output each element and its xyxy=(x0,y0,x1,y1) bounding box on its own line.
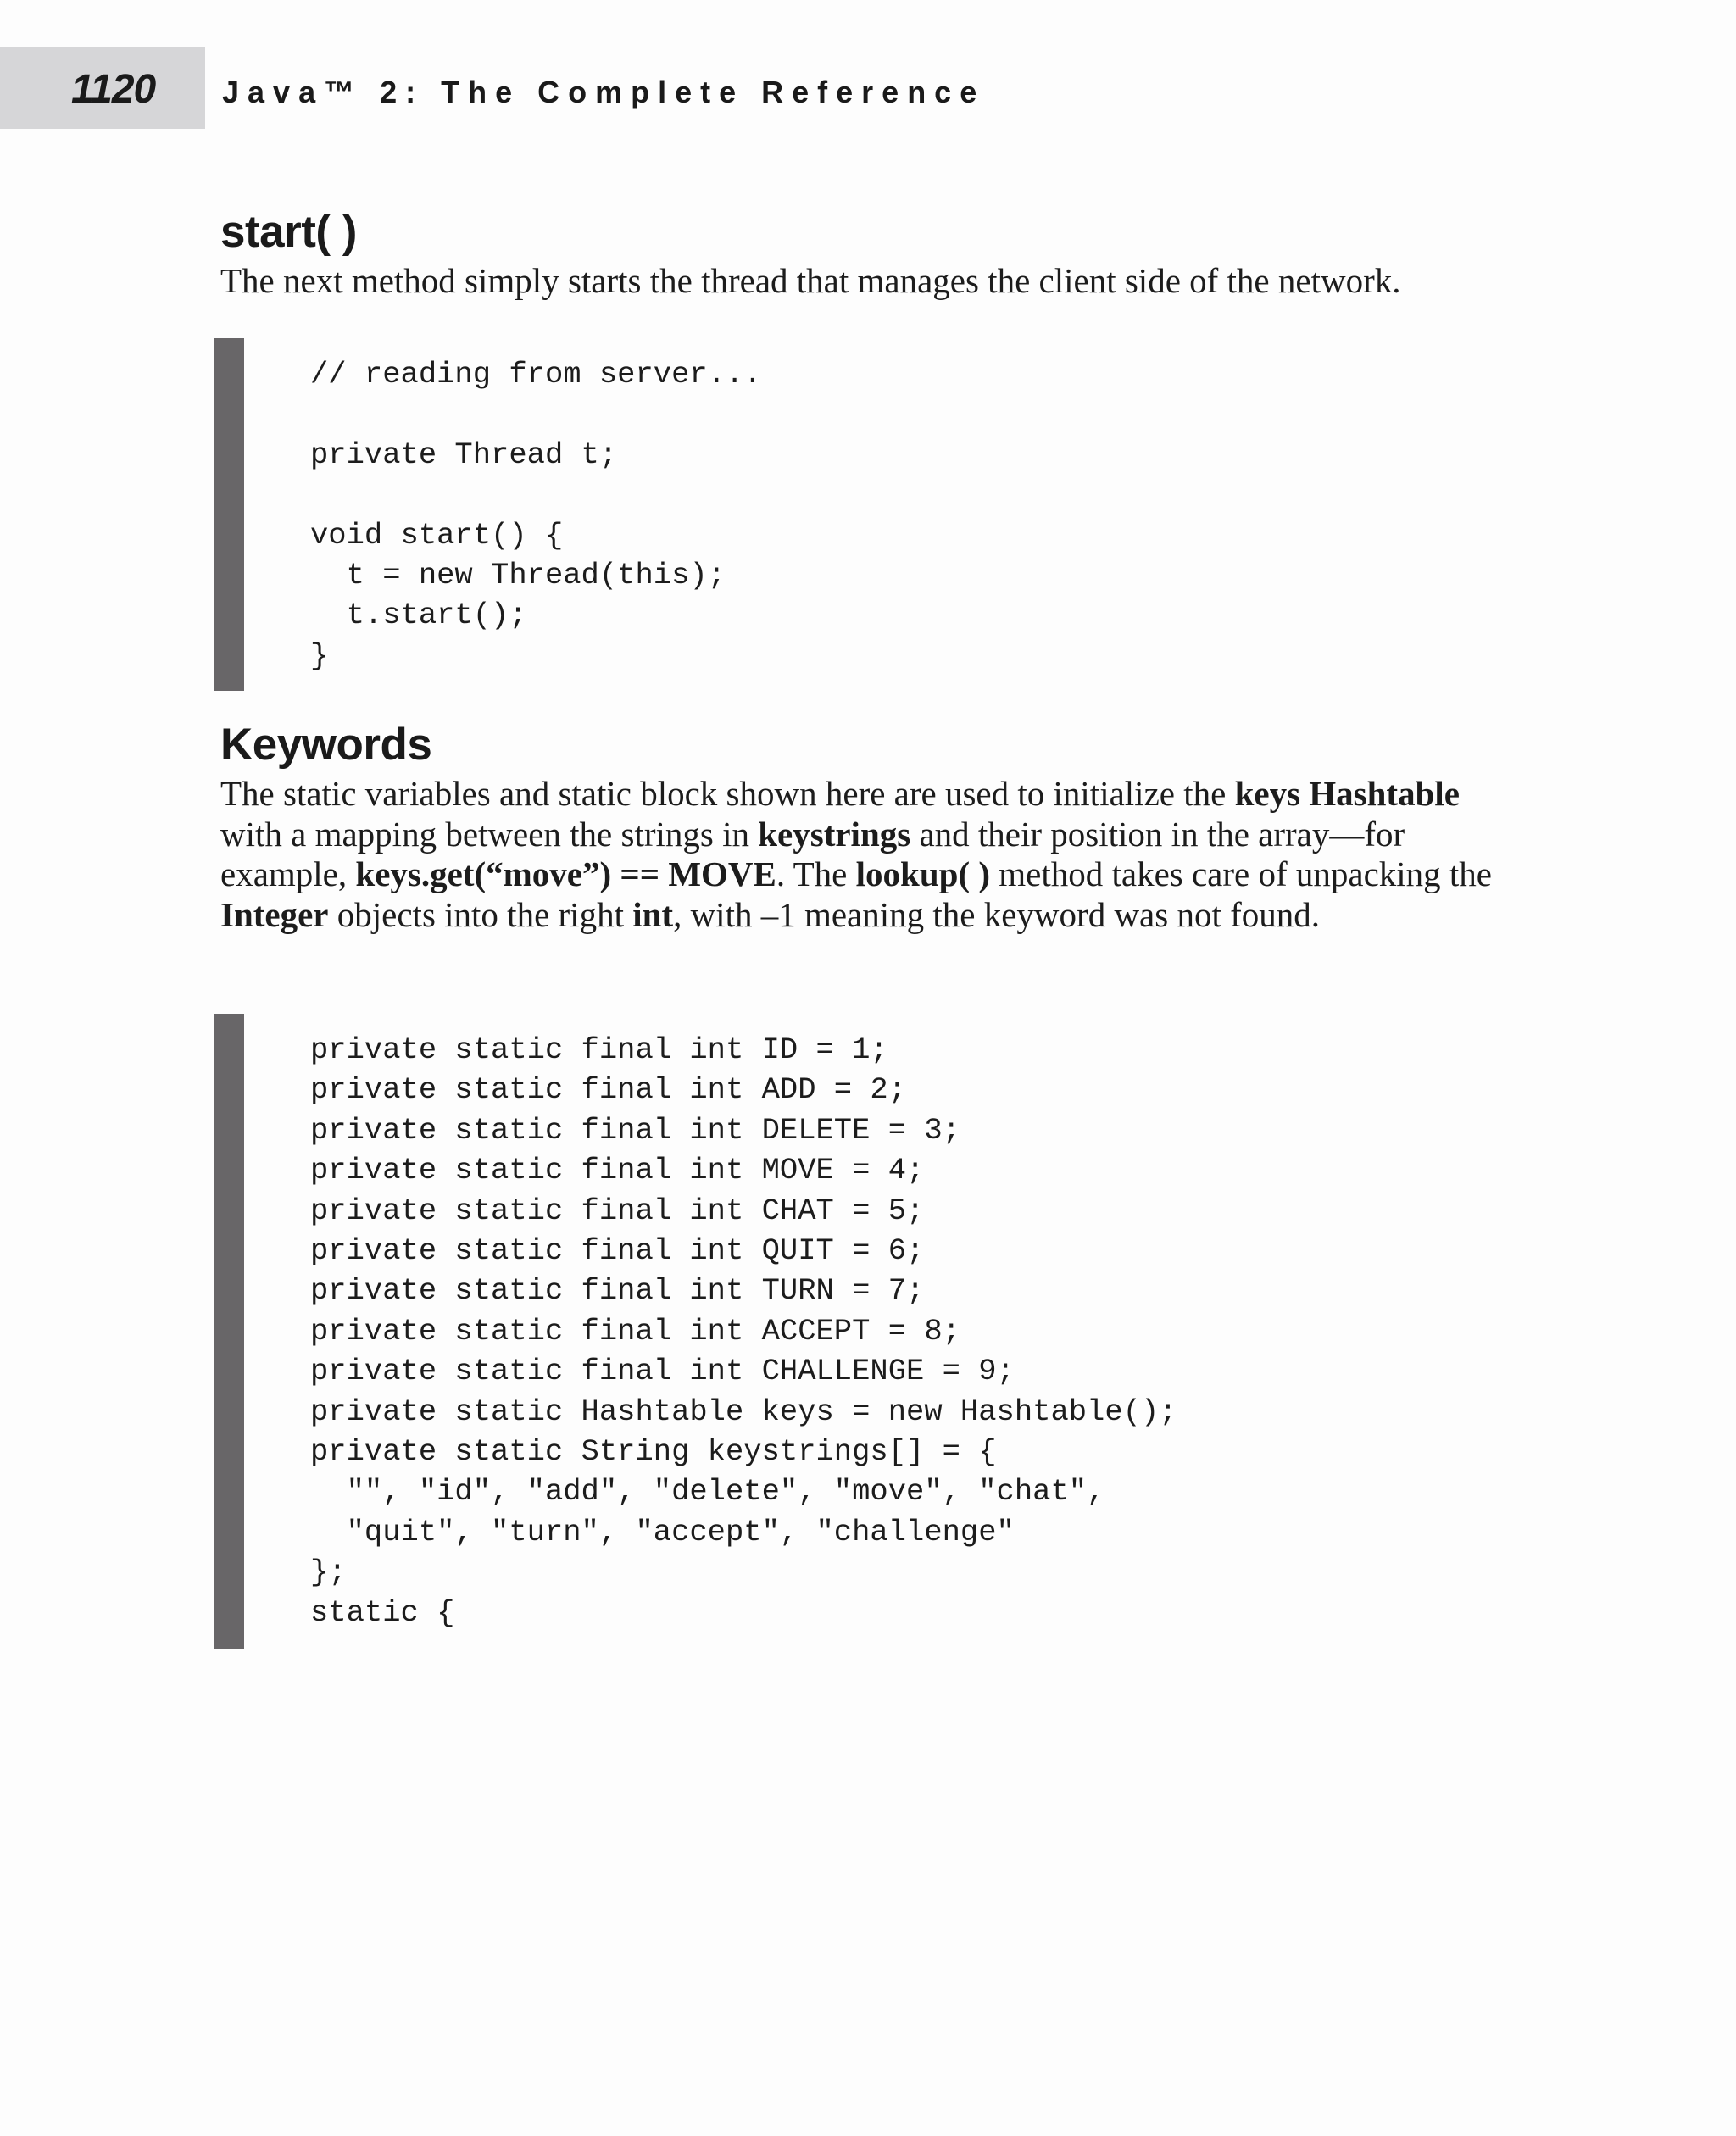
code-block-bar xyxy=(214,338,244,691)
section-heading-start: start( ) xyxy=(220,207,357,257)
section-paragraph-keywords: The static variables and static block shown here are used to initialize the keys Hashtable with a mapping between the strings in keystrings and their position in the array—for example, keys.get(“move”) == MOVE. The lookup( ) method takes care of unpacking the Integer objects into the right int, with –1 meaning the keyword was not found. xyxy=(220,774,1492,934)
page-number: 1120 xyxy=(71,67,156,112)
section-heading-keywords: Keywords xyxy=(220,720,432,770)
code-block-keywords: private static final int ID = 1; private static final int ADD = 2; private static final int DELETE = 3; private static final int MOVE = 4; private static final int CHAT = 5; private static final int QUIT = 6; private static final int TURN = 7; private static final int ACCEPT = 8; private static final int CHALLENGE = 9; private static Hashtable keys = new Hashtable(); private static String keystrings[] = { "", "id", "add", "delete", "move", "chat", "quit", "turn", "accept", "challenge" }; static { xyxy=(310,1032,1177,1630)
running-title: Java™ 2: The Complete Reference xyxy=(222,75,986,109)
code-block-start: // reading from server... private Thread t; void start() { t = new Thread(this); t.start(); } xyxy=(310,357,762,673)
code-block-bar xyxy=(214,1014,244,1649)
section-paragraph-start: The next method simply starts the thread that manages the client side of the network. xyxy=(220,261,1401,300)
